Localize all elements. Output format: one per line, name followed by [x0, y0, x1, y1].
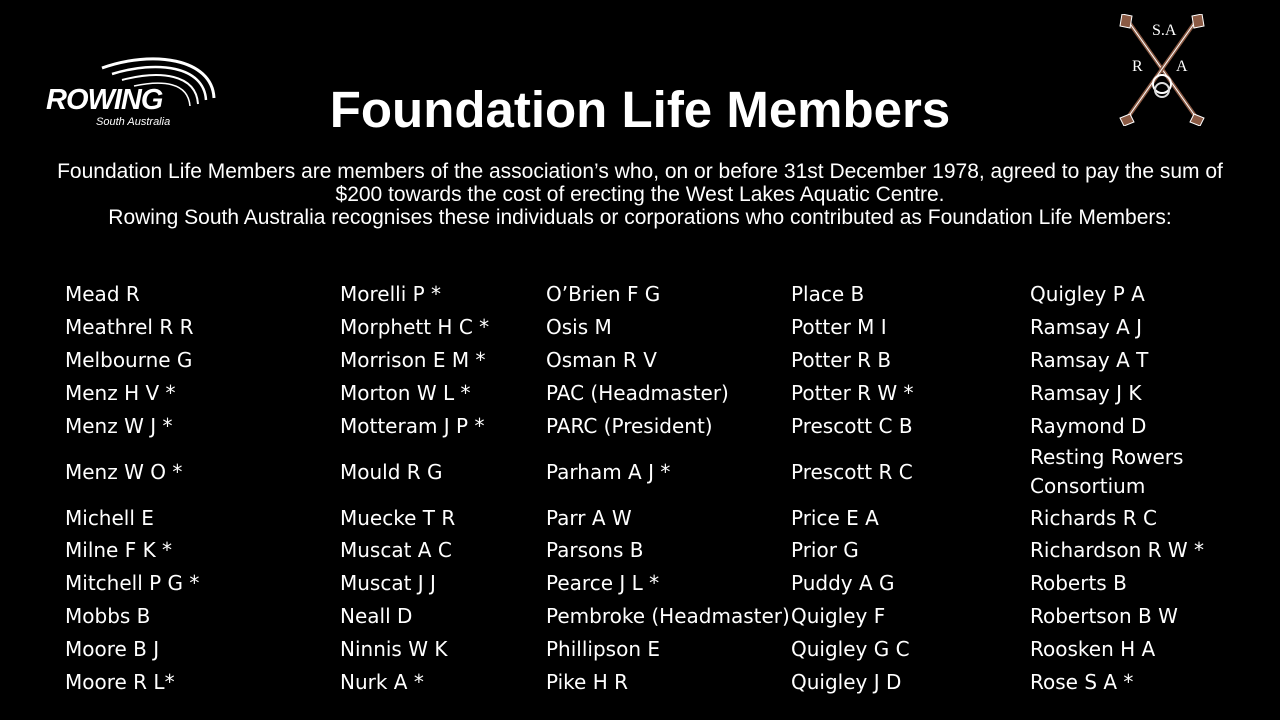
- member-name: Richards R C: [1030, 506, 1157, 530]
- member-name: Roosken H A: [1030, 637, 1156, 661]
- member-name: Morelli P *: [340, 282, 442, 306]
- member-name: Prescott R C: [791, 460, 913, 484]
- intro-paragraph-1: Foundation Life Members are members of the association’s who, on or before 31st December 1978, agreed to pay the sum of $200 towards the cost of erecting the West Lakes Aquatic Centre.: [57, 160, 1223, 206]
- crest-letter-a: A: [1176, 58, 1188, 75]
- member-name: Mould R G: [340, 460, 443, 484]
- member-name: Richardson R W *: [1030, 538, 1205, 562]
- member-name: Menz W O *: [65, 460, 183, 484]
- member-name: Mitchell P G *: [65, 571, 200, 595]
- member-name: Morrison E M *: [340, 348, 486, 372]
- member-name: Phillipson E: [546, 637, 660, 661]
- logo-wordmark: ROWING: [46, 84, 163, 116]
- member-name: Milne F K *: [65, 538, 173, 562]
- member-name: Muecke T R: [340, 506, 456, 530]
- member-name: Menz W J *: [65, 414, 173, 438]
- member-name: Mead R: [65, 282, 140, 306]
- logo-subtitle: South Australia: [96, 116, 171, 128]
- member-name: Quigley G C: [791, 637, 910, 661]
- member-name: Muscat J J: [340, 571, 436, 595]
- member-name: Pembroke (Headmaster): [546, 604, 790, 628]
- member-name: Nurk A *: [340, 670, 424, 694]
- member-name: Parsons B: [546, 538, 644, 562]
- member-name: Parham A J *: [546, 460, 671, 484]
- member-name: Ramsay A J: [1030, 315, 1143, 339]
- member-name: Pearce J L *: [546, 571, 660, 595]
- member-name: Moore R L*: [65, 670, 175, 694]
- member-name: Quigley J D: [791, 670, 902, 694]
- member-name: Price E A: [791, 506, 879, 530]
- member-name: Moore B J: [65, 637, 160, 661]
- member-name: Melbourne G: [65, 348, 193, 372]
- member-name: Resting Rowers Consortium: [1030, 445, 1184, 498]
- member-name: Place B: [791, 282, 865, 306]
- member-name: Menz H V *: [65, 381, 176, 405]
- member-name: Quigley P A: [1030, 282, 1145, 306]
- member-name: Raymond D: [1030, 414, 1147, 438]
- member-name: Pike H R: [546, 670, 629, 694]
- member-name: Roberts B: [1030, 571, 1127, 595]
- members-table: [0, 278, 1280, 708]
- member-name: PAC (Headmaster): [546, 381, 729, 405]
- member-name: Potter M I: [791, 315, 887, 339]
- member-name: Motteram J P *: [340, 414, 485, 438]
- member-name: O’Brien F G: [546, 282, 661, 306]
- member-name: Rose S A *: [1030, 670, 1134, 694]
- member-name: Ninnis W K: [340, 637, 448, 661]
- member-name: PARC (President): [546, 414, 713, 438]
- crest-letters-sa: S.A: [1152, 22, 1177, 39]
- member-name: Robertson B W: [1030, 604, 1178, 628]
- member-name: Mobbs B: [65, 604, 151, 628]
- member-name: Osis M: [546, 315, 612, 339]
- page-title: Foundation Life Members: [329, 81, 951, 138]
- member-name: Morton W L *: [340, 381, 471, 405]
- member-name: Ramsay A T: [1030, 348, 1149, 372]
- member-name: Neall D: [340, 604, 413, 628]
- member-name: Michell E: [65, 506, 154, 530]
- member-name: Potter R W *: [791, 381, 914, 405]
- member-name: Prior G: [791, 538, 859, 562]
- member-name: Muscat A C: [340, 538, 452, 562]
- member-name: Parr A W: [546, 506, 632, 530]
- member-name: Potter R B: [791, 348, 892, 372]
- member-name: Osman R V: [546, 348, 657, 372]
- member-name: Puddy A G: [791, 571, 895, 595]
- member-name: Ramsay J K: [1030, 381, 1142, 405]
- intro-paragraph-2: Rowing South Australia recognises these individuals or corporations who contributed as Foundation Life Members:: [108, 206, 1172, 229]
- member-name: Morphett H C *: [340, 315, 490, 339]
- member-name: Meathrel R R: [65, 315, 194, 339]
- intro-text: [40, 160, 1240, 229]
- crest-letter-r: R: [1132, 58, 1143, 75]
- member-name: Prescott C B: [791, 414, 913, 438]
- member-name: Quigley F: [791, 604, 886, 628]
